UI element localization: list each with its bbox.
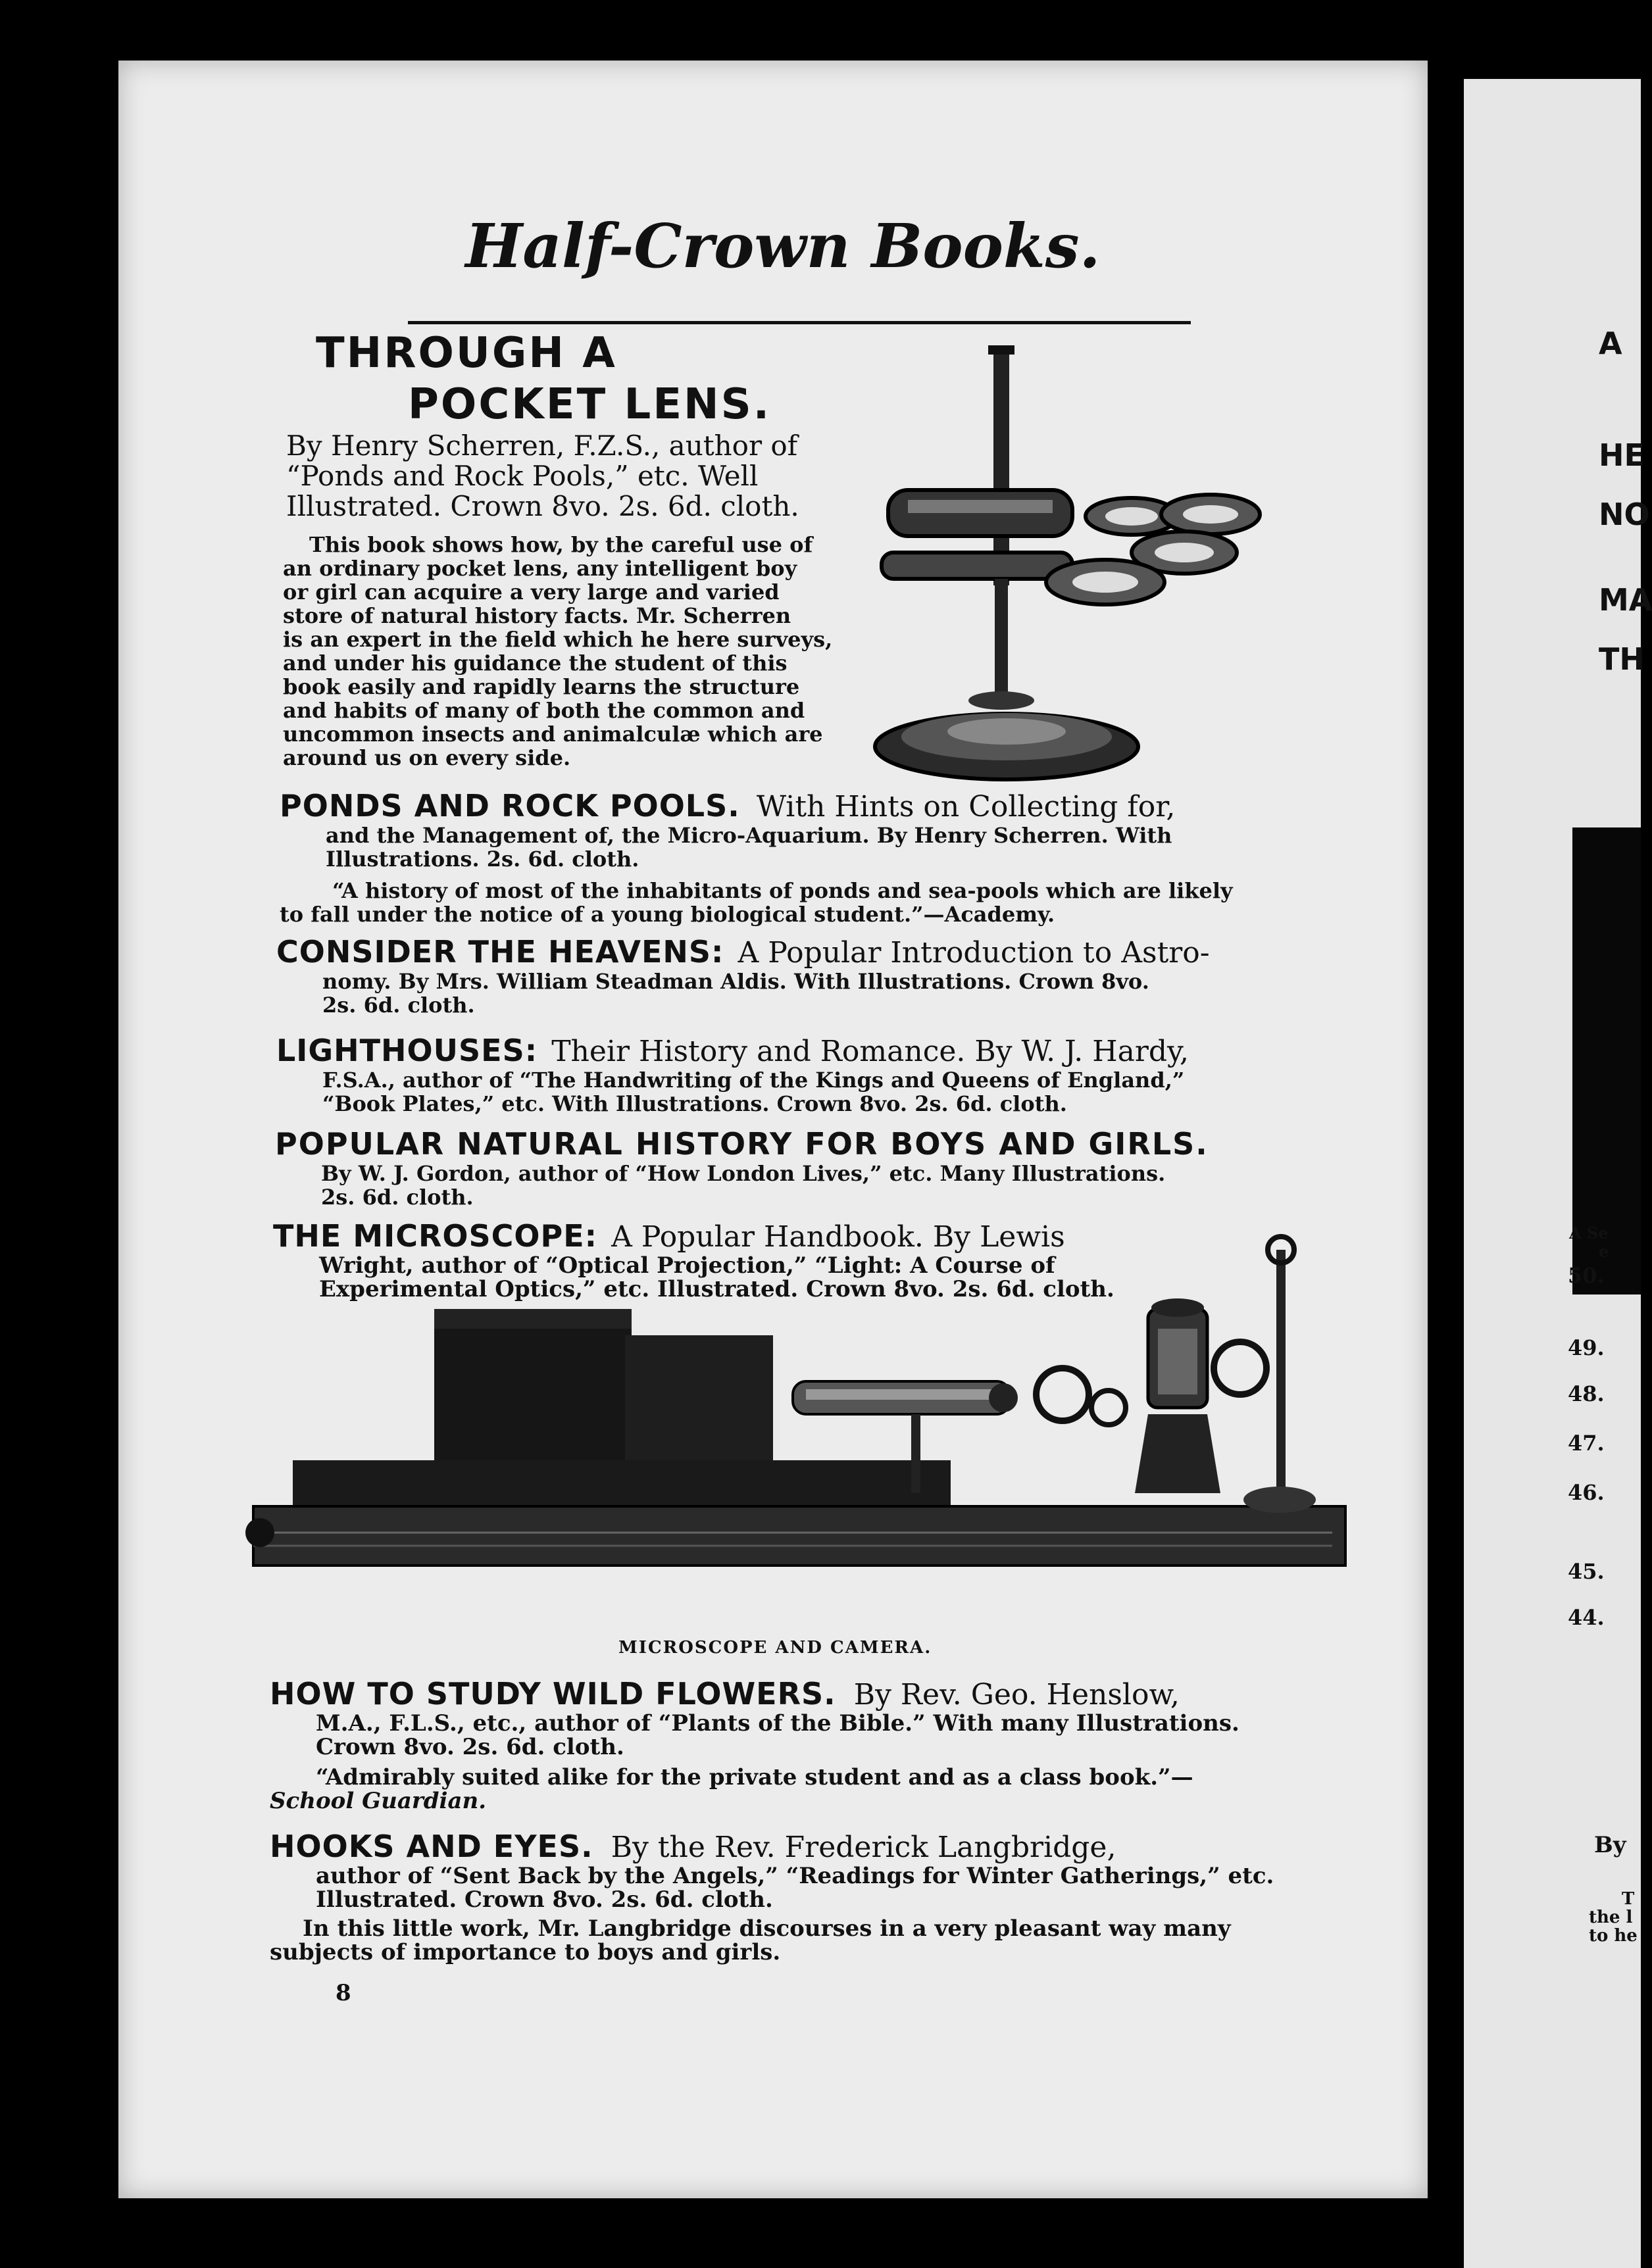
entry-text: “Book Plates,” etc. With Illustrations. Crown 8vo. 2s. 6d. cloth. bbox=[322, 1091, 1067, 1116]
entry-lighthouses bbox=[276, 1033, 1303, 1116]
list-number: 45. bbox=[1568, 1559, 1605, 1584]
entry-text: By W. J. Gordon, author of “How London Lives,” etc. Many Illustrations. bbox=[321, 1161, 1166, 1186]
list-number: 48. bbox=[1568, 1381, 1605, 1406]
entry-heading: LIGHTHOUSES: bbox=[276, 1033, 538, 1068]
entry-heading: HOW TO STUDY WILD FLOWERS. bbox=[270, 1676, 836, 1712]
description-line: an ordinary pocket lens, any intelligent boy bbox=[283, 556, 797, 581]
entry-heading: CONSIDER THE HEAVENS: bbox=[276, 934, 724, 970]
entry-ponds bbox=[280, 788, 1306, 926]
description-line: store of natural history facts. Mr. Scherren bbox=[283, 603, 791, 628]
right-page-fragment: the l bbox=[1589, 1908, 1633, 1927]
right-page-fragment: By bbox=[1594, 1832, 1626, 1858]
page-title: Half-Crown Books. bbox=[465, 210, 1101, 282]
entry-heading: PONDS AND ROCK POOLS. bbox=[280, 788, 740, 824]
entry-text: author of “Sent Back by the Angels,” “Readings for Winter Gatherings,” etc. bbox=[316, 1863, 1274, 1889]
pocket-lens-byline bbox=[286, 431, 859, 522]
right-page-fragment: to he bbox=[1589, 1926, 1638, 1946]
entry-heavens bbox=[276, 934, 1303, 1017]
entry-text: subjects of importance to boys and girls. bbox=[270, 1939, 781, 1965]
list-number: 46. bbox=[1568, 1480, 1605, 1505]
entry-text: Wright, author of “Optical Projection,” “Light: A Course of bbox=[319, 1252, 1055, 1279]
right-page-fragment: HE bbox=[1599, 437, 1645, 473]
description-line: is an expert in the field which he here surveys, bbox=[283, 627, 833, 652]
right-page-fragment: MA bbox=[1599, 582, 1652, 618]
entry-text: 2s. 6d. cloth. bbox=[322, 993, 475, 1018]
description-line: or girl can acquire a very large and varied bbox=[283, 579, 780, 604]
entry-text: In this little work, Mr. Langbridge discourses in a very pleasant way many bbox=[303, 1915, 1231, 1942]
list-number: 50. bbox=[1568, 1263, 1605, 1288]
page-number: 8 bbox=[336, 1980, 351, 2006]
entry-heading: POPULAR NATURAL HISTORY FOR BOYS AND GIRLS. bbox=[275, 1126, 1209, 1162]
entry-heading: THE MICROSCOPE: bbox=[273, 1218, 598, 1254]
entry-text: Experimental Optics,” etc. Illustrated. Crown 8vo. 2s. 6d. cloth. bbox=[319, 1276, 1114, 1302]
entry-wild-flowers bbox=[270, 1676, 1309, 1813]
entry-text: By the Rev. Frederick Langbridge, bbox=[611, 1831, 1116, 1864]
description-line: uncommon insects and animalculæ which are bbox=[283, 722, 823, 747]
description-line: and habits of many of both the common and bbox=[283, 698, 805, 723]
entry-heading: THROUGH A bbox=[316, 329, 617, 378]
entry-quote: “Admirably suited alike for the private student and as a class book.”— bbox=[316, 1764, 1193, 1790]
description-line: around us on every side. bbox=[283, 745, 571, 770]
list-number: 44. bbox=[1568, 1605, 1605, 1630]
description-line: This book shows how, by the careful use of bbox=[309, 532, 813, 557]
entry-text: Their History and Romance. By W. J. Hardy, bbox=[551, 1035, 1189, 1068]
pocket-lens-description bbox=[283, 533, 855, 770]
entry-text: 2s. 6d. cloth. bbox=[321, 1185, 474, 1210]
pocket-lens-stand-illustration bbox=[868, 342, 1329, 789]
entry-text: M.A., F.L.S., etc., author of “Plants of the Bible.” With many Illustrations. bbox=[316, 1710, 1239, 1737]
byline-line: Illustrated. Crown 8vo. 2s. 6d. cloth. bbox=[286, 490, 799, 522]
entry-text: A Popular Handbook. By Lewis bbox=[611, 1220, 1065, 1254]
entry-text: Illustrations. 2s. 6d. cloth. bbox=[326, 847, 639, 872]
entry-heading: HOOKS AND EYES. bbox=[270, 1829, 593, 1864]
microscope-camera-illustration bbox=[240, 1243, 1345, 1638]
entry-natural-history bbox=[275, 1126, 1301, 1209]
byline-line: By Henry Scherren, F.Z.S., author of bbox=[286, 430, 798, 462]
right-page-edge bbox=[1464, 79, 1652, 2268]
entry-text: Illustrated. Crown 8vo. 2s. 6d. cloth. bbox=[316, 1886, 773, 1913]
entry-hooks-eyes bbox=[270, 1829, 1309, 1964]
list-number: 47. bbox=[1568, 1431, 1605, 1456]
entry-heading: POCKET LENS. bbox=[408, 380, 771, 429]
entry-quote: School Guardian. bbox=[270, 1788, 487, 1814]
title-rule bbox=[408, 321, 1191, 324]
entry-text: With Hints on Collecting for, bbox=[756, 790, 1176, 824]
entry-text: A Popular Introduction to Astro- bbox=[738, 936, 1210, 970]
entry-quote: “A history of most of the inhabitants of ponds and sea-pools which are likely bbox=[332, 878, 1233, 903]
entry-text: Crown 8vo. 2s. 6d. cloth. bbox=[316, 1734, 624, 1760]
description-line: book easily and rapidly learns the structure bbox=[283, 674, 800, 699]
description-line: and under his guidance the student of this bbox=[283, 651, 788, 676]
entry-text: nomy. By Mrs. William Steadman Aldis. With Illustrations. Crown 8vo. bbox=[322, 969, 1149, 994]
right-page-fragment: TH bbox=[1599, 641, 1645, 677]
entry-text: and the Management of, the Micro-Aquarium. By Henry Scherren. With bbox=[326, 823, 1172, 848]
right-page-fragment: NO bbox=[1599, 497, 1650, 532]
entry-text: By Rev. Geo. Henslow, bbox=[853, 1678, 1180, 1712]
right-page-fragment: T bbox=[1622, 1889, 1635, 1909]
right-page-fragment: A bbox=[1599, 326, 1622, 361]
entry-text: F.S.A., author of “The Handwriting of the Kings and Queens of England,” bbox=[322, 1068, 1185, 1093]
list-number: 49. bbox=[1568, 1335, 1605, 1360]
entry-quote: to fall under the notice of a young biological student.”—Academy. bbox=[280, 902, 1055, 927]
right-page-fragment: e bbox=[1599, 1242, 1609, 1261]
right-page-fragment: A Se bbox=[1569, 1223, 1609, 1243]
byline-line: “Ponds and Rock Pools,” etc. Well bbox=[286, 460, 759, 492]
figure-caption: MICROSCOPE AND CAMERA. bbox=[618, 1638, 932, 1658]
